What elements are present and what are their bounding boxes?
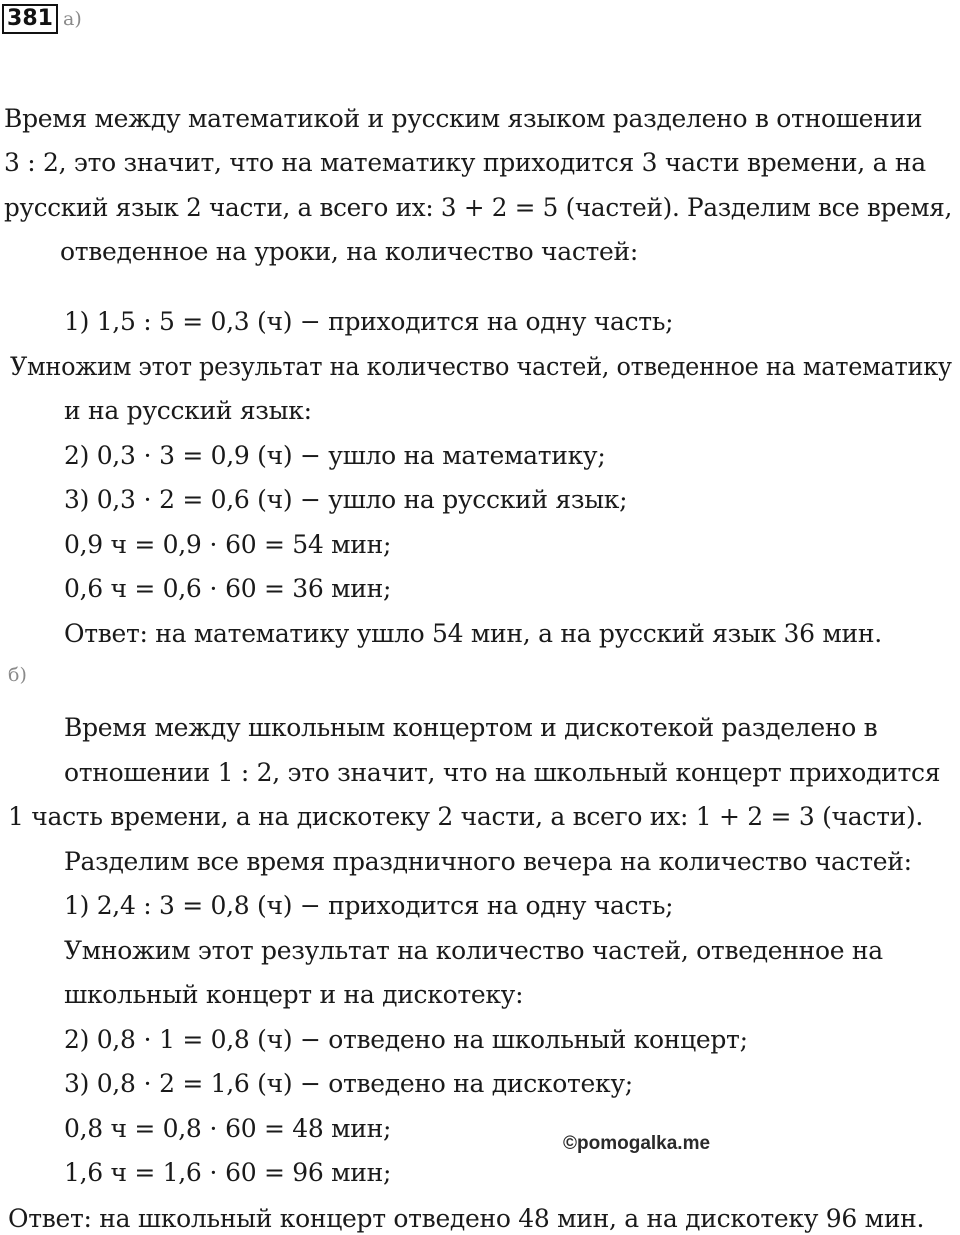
text-line: Разделим все время праздничного вечера на количество частей: <box>64 847 912 876</box>
text-line: Умножим этот результат на количество частей, отведенное на <box>64 936 883 965</box>
text-line: отведенное на уроки, на количество частей: <box>60 237 639 266</box>
watermark: ©pomogalka.me <box>563 1133 711 1154</box>
solution-step: 1) 1,5 : 5 = 0,3 (ч) − приходится на одну часть; <box>64 307 674 336</box>
text-line: 3 : 2, это значит, что на математику приходится 3 части времени, а на <box>4 148 926 177</box>
text-line: 1 часть времени, а на дискотеку 2 части, а всего их: 1 + 2 = 3 (части). <box>8 802 924 831</box>
problem-number: 381 <box>2 4 58 34</box>
part-a-label: а) <box>63 8 82 30</box>
text-line: и на русский язык: <box>64 396 312 425</box>
solution-step: 0,6 ч = 0,6 ⋅ 60 = 36 мин; <box>64 574 392 603</box>
part-b-label: б) <box>8 664 27 686</box>
answer-line: Ответ: на школьный концерт отведено 48 мин, а на дискотеку 96 мин. <box>8 1204 925 1233</box>
solution-step: 0,9 ч = 0,9 ⋅ 60 = 54 мин; <box>64 530 392 559</box>
solution-step: 3) 0,3 ⋅ 2 = 0,6 (ч) − ушло на русский язык; <box>64 485 628 514</box>
text-line: русский язык 2 части, а всего их: 3 + 2 = 5 (частей). Разделим все время, <box>4 193 953 222</box>
solution-step: 1,6 ч = 1,6 ⋅ 60 = 96 мин; <box>64 1158 392 1187</box>
text-line: Умножим этот результат на количество частей, отведенное на математику <box>10 352 952 381</box>
text-line: отношении 1 : 2, это значит, что на школьный концерт приходится <box>64 758 941 787</box>
text-line: школьный концерт и на дискотеку: <box>64 980 524 1009</box>
solution-step: 3) 0,8 ⋅ 2 = 1,6 (ч) − отведено на дискотеку; <box>64 1069 633 1098</box>
solution-step: 2) 0,3 ⋅ 3 = 0,9 (ч) − ушло на математику; <box>64 441 606 470</box>
answer-line: Ответ: на математику ушло 54 мин, а на русский язык 36 мин. <box>64 619 882 648</box>
text-line: Время между школьным концертом и дискотекой разделено в <box>64 713 878 742</box>
solution-step: 0,8 ч = 0,8 ⋅ 60 = 48 мин; <box>64 1114 392 1143</box>
solution-step: 2) 0,8 ⋅ 1 = 0,8 (ч) − отведено на школьный концерт; <box>64 1025 748 1054</box>
solution-step: 1) 2,4 : 3 = 0,8 (ч) − приходится на одну часть; <box>64 891 674 920</box>
text-line: Время между математикой и русским языком разделено в отношении <box>4 104 923 133</box>
